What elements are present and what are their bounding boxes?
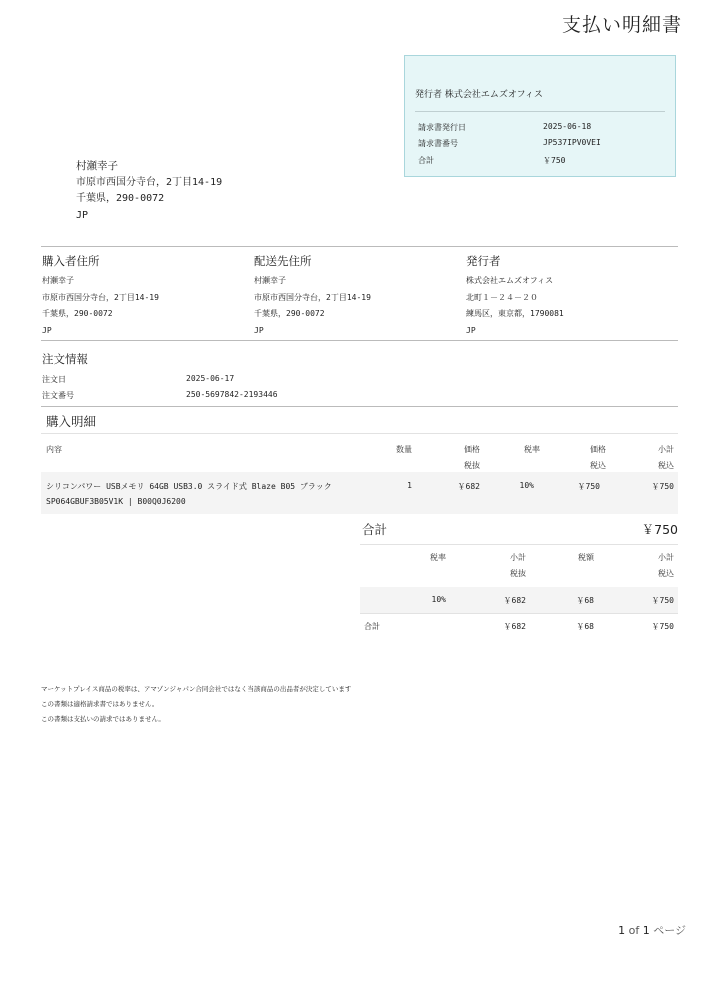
note-line: この書類は適格請求書ではありません。	[41, 700, 159, 708]
page-word: ページ	[653, 924, 686, 937]
tax-sum-subtotal-incl: ￥750	[651, 622, 674, 631]
order-date-label: 注文日	[42, 375, 66, 384]
tax-row-subtotal-incl: ￥750	[651, 596, 674, 605]
col-header-price-incl	[566, 442, 606, 474]
item-codes: SP064GBUF3B05V1K | B00Q0J6200	[46, 497, 186, 506]
tax-sum-subtotal: ￥682	[503, 622, 526, 631]
divider	[41, 246, 678, 247]
address-line: 市原市西国分寺台，2丁目14-19	[42, 292, 159, 302]
tax-sum-tax: ￥68	[576, 622, 594, 631]
table-row	[41, 472, 678, 514]
col-header-price-sub: 税抜	[464, 461, 480, 470]
recipient-line1: 市原市西国分寺台，2丁目14-19	[76, 176, 223, 188]
order-info-heading: 注文情報	[42, 352, 88, 366]
note-line: マーケットプレイス商品の税率は、アマゾンジャパン合同会社ではなく当該商品の出品者が決定しています	[41, 685, 352, 693]
tax-col-header-subtotal-incl-sub: 税込	[658, 569, 674, 578]
address-line: 村瀬幸子	[42, 276, 74, 285]
divider	[41, 340, 678, 341]
divider	[41, 406, 678, 407]
grand-total-amount: ￥750	[641, 522, 678, 537]
divider	[41, 433, 678, 434]
purchase-heading: 購入明細	[46, 414, 97, 429]
item-qty: 1	[407, 481, 412, 490]
item-name: シリコンパワー USBメモリ 64GB USB3.0 スライド式 Blaze B05 ブラック	[46, 482, 332, 491]
invoice-date-value: 2025-06-18	[543, 122, 592, 131]
tax-col-header-tax: 税額	[578, 553, 594, 562]
divider	[360, 544, 678, 545]
page-current: 1	[618, 924, 626, 937]
col-header-price-incl-label: 価格	[590, 445, 606, 454]
buyer-address	[42, 253, 242, 339]
tax-col-header-subtotal-sub: 税抜	[510, 569, 526, 578]
tax-col-header-subtotal	[486, 550, 526, 582]
shipping-address	[254, 253, 454, 339]
col-header-qty: 数量	[396, 445, 412, 454]
page-of: of	[628, 924, 640, 937]
total-label: 合計	[418, 156, 434, 165]
page-indicator	[618, 922, 686, 938]
total-value: ￥750	[543, 156, 566, 165]
col-header-subtotal	[634, 442, 674, 474]
item-price: ￥682	[457, 482, 480, 491]
item-price-incl: ￥750	[577, 482, 600, 491]
recipient-country: JP	[76, 209, 89, 221]
tax-col-header-rate: 税率	[430, 553, 446, 562]
divider	[415, 111, 665, 112]
address-line: 千葉県，290-0072	[42, 309, 113, 318]
buyer-address-heading: 購入者住所	[42, 254, 100, 268]
issuer-address	[466, 253, 666, 339]
col-header-subtotal-label: 小計	[658, 445, 674, 454]
invoice-date-label: 請求書発行日	[418, 123, 466, 132]
address-line: 市原市西国分寺台，2丁目14-19	[254, 292, 371, 302]
address-line: 株式会社エムズオフィス	[466, 276, 554, 285]
order-date-value: 2025-06-17	[186, 374, 235, 383]
col-header-subtotal-sub: 税込	[658, 461, 674, 470]
address-line: JP	[254, 325, 264, 335]
order-number-value: 250-5697842-2193446	[186, 390, 278, 399]
page-total: 1	[642, 924, 650, 937]
page-title: 支払い明細書	[561, 14, 682, 36]
issuer-name: 株式会社エムズオフィス	[444, 90, 543, 100]
address-line: 練馬区，東京都，1790081	[466, 309, 564, 318]
col-header-price	[440, 442, 480, 474]
tax-col-header-subtotal-incl	[634, 550, 674, 582]
tax-col-header-subtotal-label: 小計	[510, 553, 526, 562]
order-number-label: 注文番号	[42, 391, 74, 400]
grand-total-label: 合計	[362, 522, 388, 537]
divider	[360, 613, 678, 614]
tax-row-subtotal: ￥682	[503, 596, 526, 605]
issuer-address-heading: 発行者	[466, 254, 501, 268]
tax-row-rate: 10%	[431, 595, 446, 604]
item-tax-rate: 10%	[519, 481, 534, 490]
issuer-label: 発行者	[415, 90, 443, 100]
address-line: JP	[42, 325, 52, 335]
address-line: 千葉県，290-0072	[254, 309, 325, 318]
invoice-number-label: 請求書番号	[418, 139, 458, 148]
col-header-tax-rate: 税率	[524, 445, 540, 454]
tax-col-header-subtotal-incl-label: 小計	[658, 553, 674, 562]
address-line: 村瀬幸子	[254, 276, 286, 285]
address-line: JP	[466, 325, 476, 335]
invoice-number-value: JP537IPV0VEI	[543, 138, 601, 147]
address-line: 北町１－２４－２０	[466, 292, 538, 302]
issuer-summary-box	[404, 55, 676, 177]
issuer-line	[415, 87, 543, 100]
col-header-content: 内容	[46, 445, 62, 454]
tax-row-tax: ￥68	[576, 596, 594, 605]
recipient-line2: 千葉県，290-0072	[76, 193, 165, 204]
recipient-name: 村瀬幸子	[76, 160, 118, 172]
col-header-price-label: 価格	[464, 445, 480, 454]
tax-sum-label: 合計	[364, 622, 380, 631]
shipping-address-heading: 配送先住所	[254, 254, 312, 268]
recipient-address	[76, 158, 222, 224]
note-line: この書類は支払いの請求ではありません。	[41, 715, 165, 723]
col-header-price-incl-sub: 税込	[590, 461, 606, 470]
item-subtotal: ￥750	[651, 482, 674, 491]
